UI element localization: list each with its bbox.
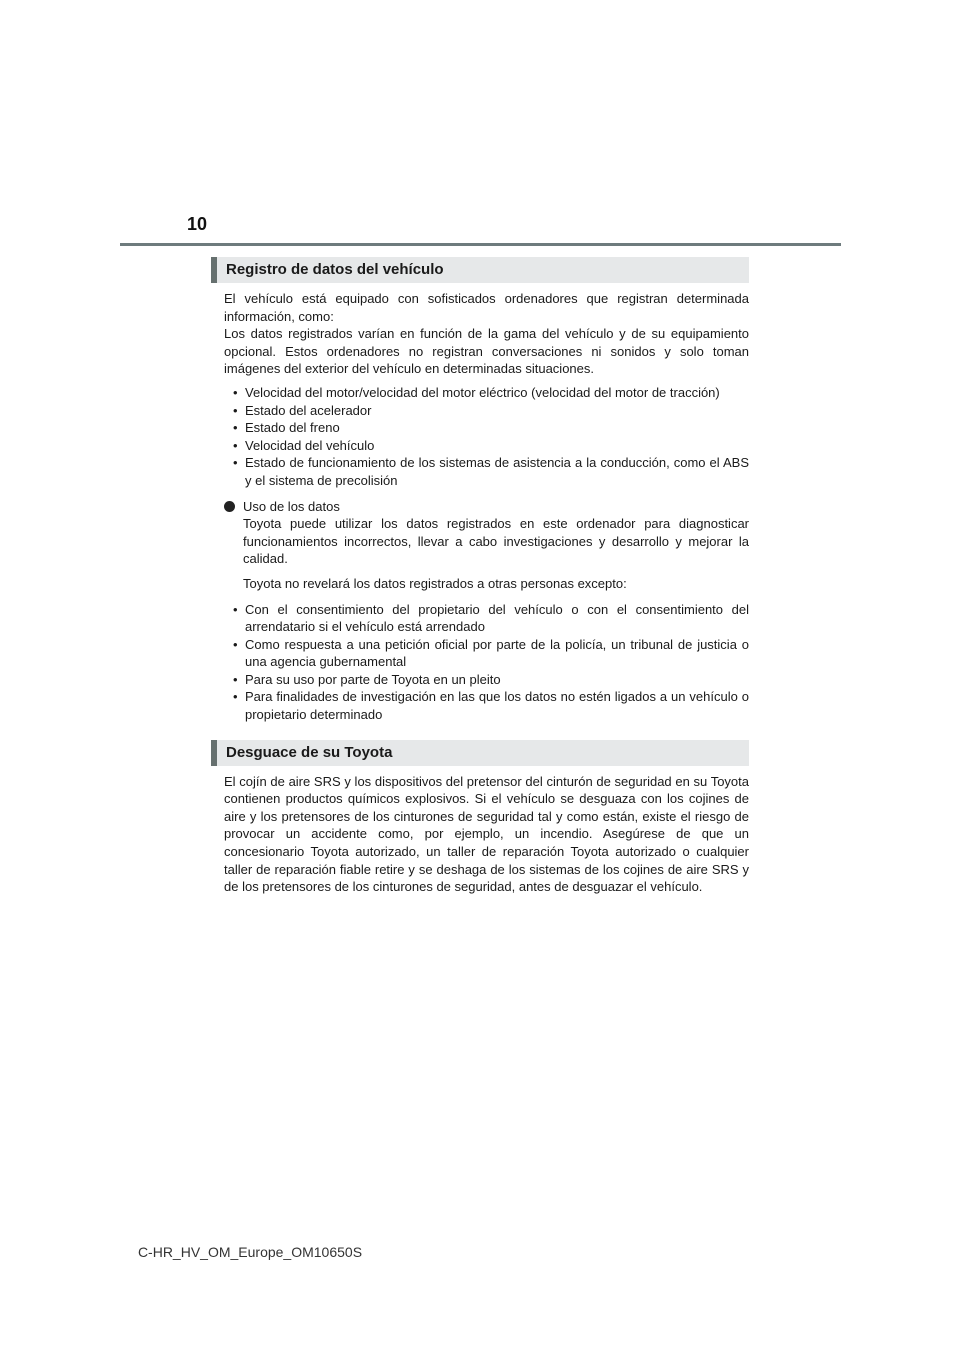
list-item: • Como respuesta a una petición oficial por parte de la policía, un tribunal de justicia o una agencia gubernamental	[233, 636, 749, 671]
section-body-desguace	[224, 773, 749, 896]
list-item: • Para su uso por parte de Toyota en un pleito	[233, 671, 749, 689]
list-item: • Con el consentimiento del propietario del vehículo o con el consentimiento del arrendatario si el vehículo está arrendado	[233, 601, 749, 636]
paragraph-desguace: El cojín de aire SRS y los dispositivos del pretensor del cinturón de seguridad en su Toyota contienen productos químicos explosivos. Si el vehículo se desguaza con los cojines de aire y los pretensores de los cinturones de seguridad tal y como están, existe el riesgo de provocar un accidente como, por ejemplo, un incendio. Asegúrese de que un concesionario Toyota autorizado, un taller de reparación Toyota autorizado o cualquier taller de reparación fiable retire y se deshaga de los sistemas de los cojines de aire SRS y de los pretensores de los cinturones de seguridad, antes de desguazar el vehículo.	[224, 773, 749, 895]
exceptions-list	[224, 601, 749, 724]
paragraph-data-use: Toyota puede utilizar los datos registrados en este ordenador para diagnosticar funcionamientos incorrectos, llevar a cabo investigaciones y desarrollo y mejorar la calidad.	[243, 516, 749, 567]
list-item: • Velocidad del motor/velocidad del motor eléctrico (velocidad del motor de tracción)	[233, 384, 749, 402]
data-use-title: Uso de los datos	[243, 498, 340, 514]
page-content	[211, 257, 749, 896]
section-body-registro	[224, 290, 749, 724]
list-item: • Estado del freno	[233, 419, 749, 437]
paragraph-reveal: Toyota no revelará los datos registrados a otras personas excepto:	[243, 575, 627, 591]
list-item: • Estado de funcionamiento de los sistemas de asistencia a la conducción, como el ABS y el sistema de precolisión	[233, 454, 749, 489]
paragraph-intro-2: Los datos registrados varían en función de la gama del vehículo y de su equipamiento opcional. Estos ordenadores no registran conversaciones ni sonidos y solo toman imágenes del exterior del vehículo en determinadas situaciones.	[224, 326, 749, 377]
document-code: C-HR_HV_OM_Europe_OM10650S	[137, 1244, 363, 1260]
section-header-registro: Registro de datos del vehículo	[211, 257, 749, 283]
list-item: • Estado del acelerador	[233, 402, 749, 420]
page-number: 10	[187, 214, 208, 234]
recorded-data-list	[224, 384, 749, 490]
header-rule	[120, 243, 841, 246]
list-item: • Para finalidades de investigación en las que los datos no estén ligados a un vehículo o propietario determinado	[233, 688, 749, 723]
circle-bullet-icon	[224, 501, 235, 512]
list-item: • Velocidad del vehículo	[233, 437, 749, 455]
data-use-heading	[224, 498, 749, 516]
section-header-desguace: Desguace de su Toyota	[211, 740, 749, 766]
paragraph-intro: El vehículo está equipado con sofisticados ordenadores que registran determinada información, como:	[224, 291, 749, 324]
